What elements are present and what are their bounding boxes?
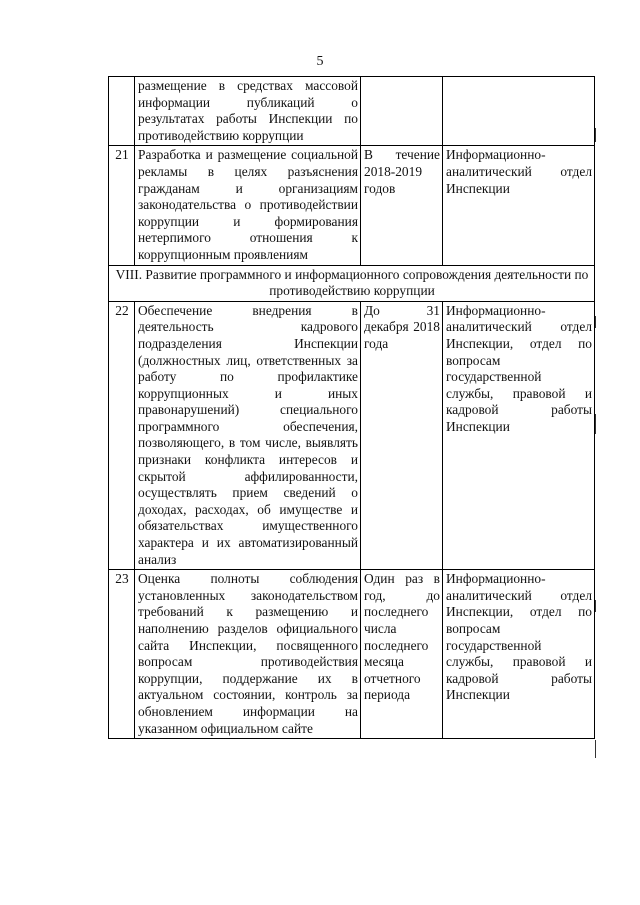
term-cell: В течение 2018-2019 годов — [361, 146, 443, 265]
row-number: 23 — [109, 570, 135, 739]
anticorruption-plan-table — [108, 76, 595, 739]
responsible-cell: Информационно-аналитический отдел Инспекции — [443, 146, 595, 265]
table-row — [109, 77, 595, 146]
section-heading: VIII. Развитие программного и информационного сопровождения деятельности по противодействию коррупции — [109, 265, 595, 301]
row-number: 22 — [109, 301, 135, 570]
event-cell: размещение в средствах массовой информации публикаций о результатах работы Инспекции по противодействию коррупции — [135, 77, 361, 146]
responsible-cell — [443, 77, 595, 146]
scan-edge-mark — [595, 316, 596, 328]
table-row — [109, 570, 595, 739]
scan-edge-mark — [595, 600, 596, 612]
responsible-cell: Информационно-аналитический отдел Инспекции, отдел по вопросам государственной службы, правовой и кадровой работы Инспекции — [443, 301, 595, 570]
event-cell: Обеспечение внедрения в деятельность кадрового подразделения Инспекции (должностных лиц, ответственных за работу по профилактике коррупционных и иных правонарушений) специального программного обеспечения, позволяющего, в том числе, выявлять признаки конфликта интересов и скрытой аффилированности, осуществлять прием сведений о доходах, расходах, об имуществе и обязательствах имущественного характера и их автоматизированный анализ — [135, 301, 361, 570]
table-row — [109, 146, 595, 265]
scan-edge-mark — [595, 128, 596, 142]
scan-edge-mark — [595, 414, 596, 434]
term-cell — [361, 77, 443, 146]
event-cell: Разработка и размещение социальной рекламы в целях разъяснения гражданам и организациям законодательства о противодействии коррупции и формирования нетерпимого отношения к коррупционным проявлениям — [135, 146, 361, 265]
row-number — [109, 77, 135, 146]
term-cell: Один раз в год, до последнего числа последнего месяца отчетного периода — [361, 570, 443, 739]
term-cell: До 31 декабря 2018 года — [361, 301, 443, 570]
table-row — [109, 301, 595, 570]
page-number: 5 — [316, 54, 324, 69]
scan-edge-mark — [595, 740, 596, 758]
event-cell: Оценка полноты соблюдения установленных законодательством требований к размещению и наполнению разделов официального сайта Инспекции, посвященного вопросам противодействия коррупции, поддержание их в актуальном состоянии, контроль за обновлением информации на указанном официальном сайте — [135, 570, 361, 739]
section-row — [109, 265, 595, 301]
responsible-cell: Информационно-аналитический отдел Инспекции, отдел по вопросам государственной службы, правовой и кадровой работы Инспекции — [443, 570, 595, 739]
row-number: 21 — [109, 146, 135, 265]
